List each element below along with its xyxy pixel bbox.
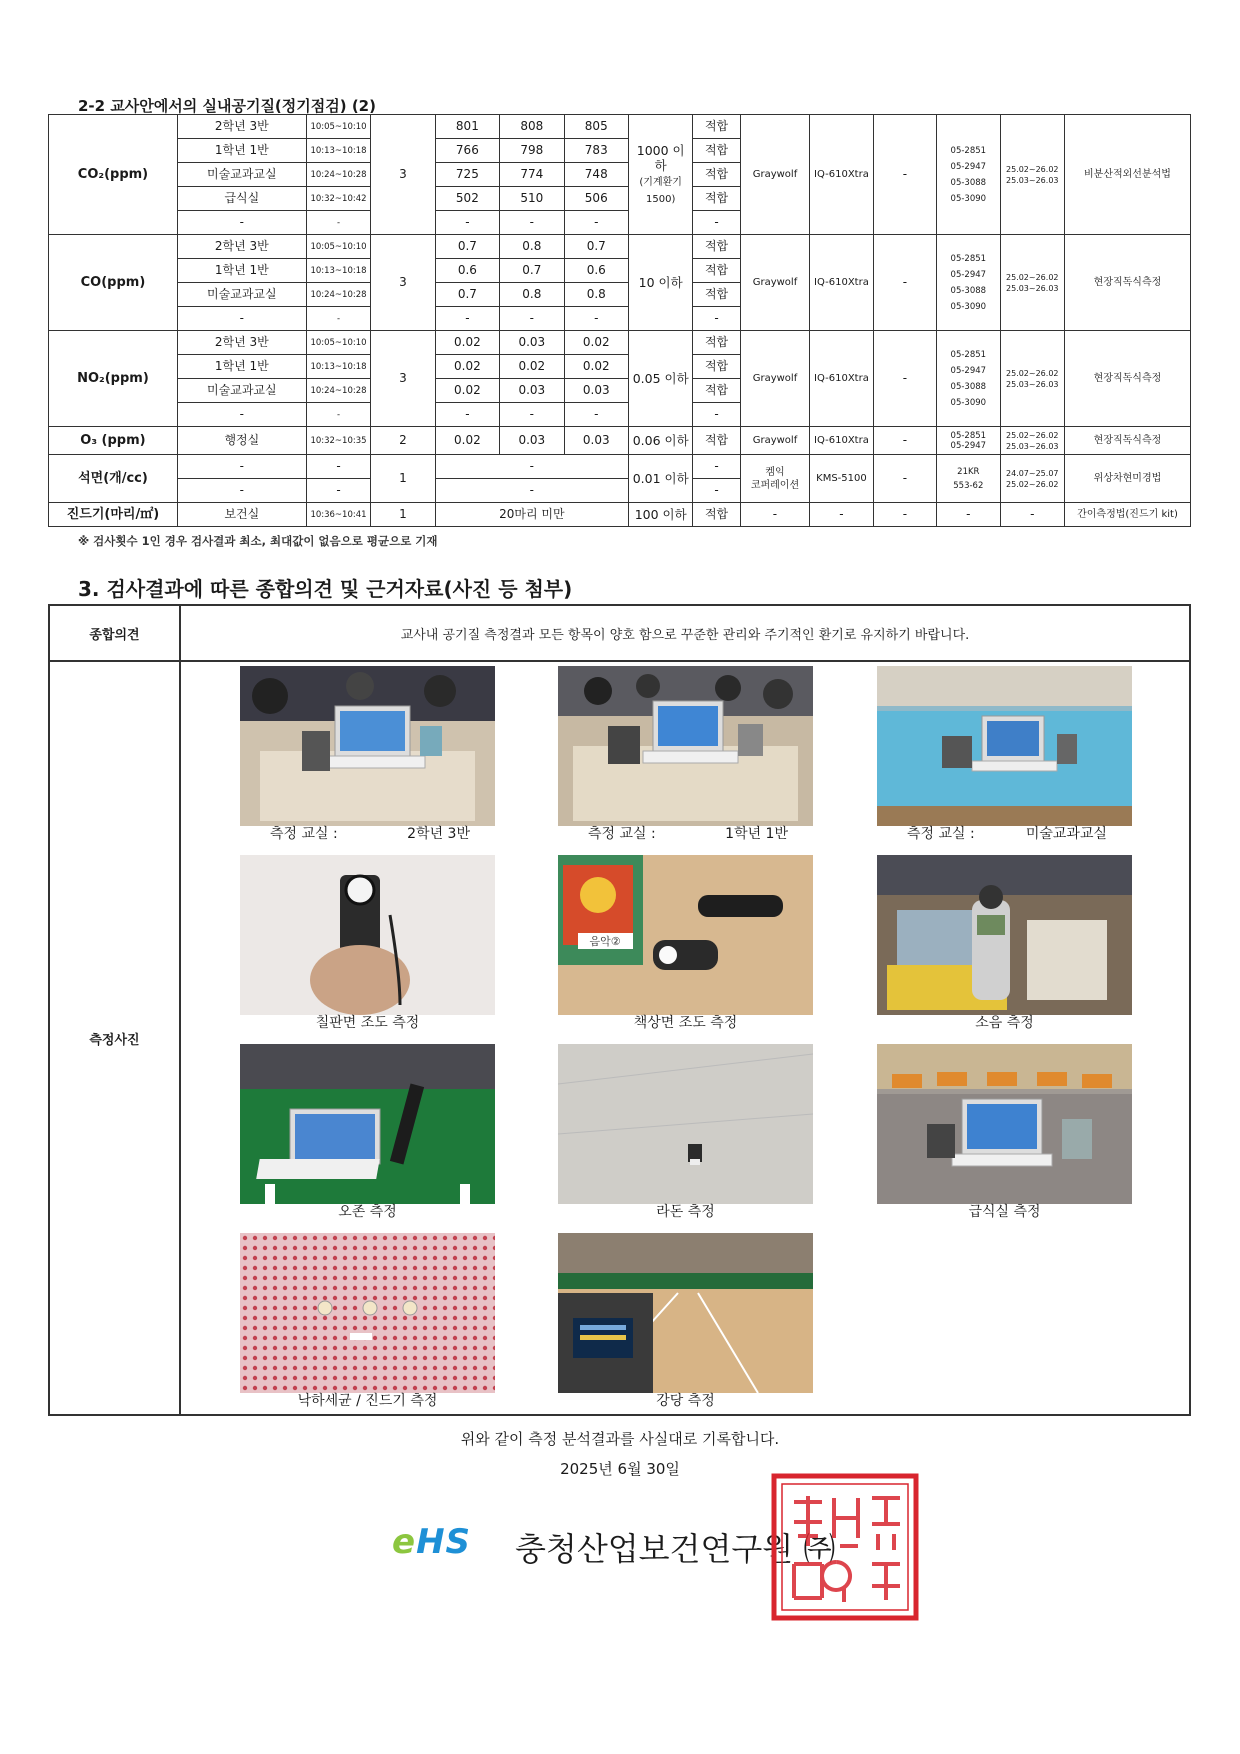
time-cell: 10:24~10:28 — [306, 163, 370, 187]
item-mites: 진드기(마리/㎡) — [49, 503, 178, 527]
place-cell: 보건실 — [177, 503, 306, 527]
cert-cell: 05-2851 05-2947 — [937, 427, 1000, 455]
value-cell: 0.02 — [435, 379, 499, 403]
value-cell: 0.02 — [435, 331, 499, 355]
company-name: 충청산업보건연구원 ㈜ — [515, 1530, 836, 1568]
result-cell: - — [693, 211, 740, 235]
value-cell: 0.7 — [564, 235, 628, 259]
cert-cell: - — [937, 503, 1000, 527]
value-cell: - — [500, 307, 564, 331]
item-co2: CO₂(ppm) — [49, 115, 178, 235]
value-cell: - — [500, 403, 564, 427]
value-cell: 0.6 — [564, 259, 628, 283]
value-cell: 0.02 — [435, 355, 499, 379]
caption-10: 낙하세균 / 진드기 측정 — [297, 1393, 438, 1409]
value-cell: - — [435, 211, 499, 235]
photo-cafeteria — [877, 1044, 1132, 1204]
device-cell: Graywolf — [740, 331, 809, 427]
photo-noise — [877, 855, 1132, 1015]
time-cell: - — [306, 455, 370, 479]
dash-cell: - — [873, 115, 936, 235]
footer-statement: 위와 같이 측정 분석결과를 사실대로 기록합니다. — [460, 1430, 780, 1448]
limit-asbestos: 0.01 이하 — [628, 455, 692, 503]
count-cell: 3 — [371, 115, 435, 235]
dash-cell: - — [873, 235, 936, 331]
period-cell: 25.02~26.02 25.03~26.03 — [1000, 331, 1064, 427]
opinion-label: 종합의견 — [49, 605, 180, 661]
period-cell: 25.02~26.02 25.03~26.03 — [1000, 235, 1064, 331]
caption-9: 급식실 측정 — [968, 1204, 1041, 1220]
result-cell: 적합 — [693, 259, 740, 283]
time-cell: 10:13~10:18 — [306, 139, 370, 163]
value-cell: - — [564, 403, 628, 427]
value-cell: 783 — [564, 139, 628, 163]
table-row — [49, 427, 1191, 455]
period-cell: 25.02~26.02 25.03~26.03 — [1000, 115, 1064, 235]
value-cell: 798 — [500, 139, 564, 163]
cert-cell: 05-2851 05-2947 05-3088 05-3090 — [937, 235, 1000, 331]
value-cell: 0.02 — [564, 355, 628, 379]
place-cell: 미술교과교실 — [177, 163, 306, 187]
value-cell: 0.03 — [500, 427, 564, 455]
table-row — [49, 455, 1191, 479]
value-cell: 0.6 — [435, 259, 499, 283]
item-co: CO(ppm) — [49, 235, 178, 331]
model-cell: IQ-610Xtra — [810, 427, 873, 455]
limit-co2: 1000 이 하 (기계환기 1500) — [628, 115, 692, 235]
value-cell: 0.7 — [500, 259, 564, 283]
company-seal — [770, 1472, 920, 1622]
place-cell: 1학년 1반 — [177, 355, 306, 379]
value-cell: - — [435, 403, 499, 427]
result-cell: 적합 — [693, 163, 740, 187]
caption-5: 책상면 조도 측정 — [633, 1015, 738, 1031]
count-cell: 1 — [371, 455, 435, 503]
value-cell: 0.03 — [564, 379, 628, 403]
value-cell: 0.8 — [564, 283, 628, 307]
limit-co: 10 이하 — [628, 235, 692, 331]
period-cell: 24.07~25.07 25.02~26.02 — [1000, 455, 1064, 503]
value-cell: 0.03 — [500, 379, 564, 403]
ehs-logo: eHS — [392, 1522, 472, 1562]
caption-11: 강당 측정 — [656, 1393, 715, 1409]
time-cell: - — [306, 479, 370, 503]
item-o3: O₃ (ppm) — [49, 427, 178, 455]
result-cell: 적합 — [693, 379, 740, 403]
dash-cell: - — [873, 455, 936, 503]
device-cell: Graywolf — [740, 115, 809, 235]
place-cell: - — [177, 403, 306, 427]
result-cell: - — [693, 479, 740, 503]
model-cell: IQ-610Xtra — [810, 331, 873, 427]
place-cell: - — [177, 307, 306, 331]
time-cell: 10:32~10:42 — [306, 187, 370, 211]
value-cell: 725 — [435, 163, 499, 187]
place-cell: 2학년 3반 — [177, 331, 306, 355]
time-cell: 10:13~10:18 — [306, 259, 370, 283]
item-no2: NO₂(ppm) — [49, 331, 178, 427]
period-cell: 25.02~26.02 25.03~26.03 — [1000, 427, 1064, 455]
value-cell: 0.02 — [500, 355, 564, 379]
caption-6: 소음 측정 — [975, 1015, 1034, 1031]
value-cell: 805 — [564, 115, 628, 139]
time-cell: - — [306, 307, 370, 331]
cert-cell: 05-2851 05-2947 05-3088 05-3090 — [937, 115, 1000, 235]
time-cell: 10:24~10:28 — [306, 283, 370, 307]
caption-8: 라돈 측정 — [656, 1204, 715, 1220]
value-cell: - — [435, 455, 628, 479]
value-cell: - — [435, 479, 628, 503]
value-cell: 502 — [435, 187, 499, 211]
time-cell: 10:13~10:18 — [306, 355, 370, 379]
result-cell: 적합 — [693, 115, 740, 139]
method-cell: 현장직독식측정 — [1064, 331, 1190, 427]
model-cell: - — [810, 503, 873, 527]
model-cell: IQ-610Xtra — [810, 235, 873, 331]
cert-cell: 21KR 553-62 — [937, 455, 1000, 503]
method-cell: 위상차현미경법 — [1064, 455, 1190, 503]
count-cell: 3 — [371, 331, 435, 427]
photo-radon — [558, 1044, 813, 1204]
place-cell: 1학년 1반 — [177, 259, 306, 283]
limit-no2: 0.05 이하 — [628, 331, 692, 427]
limit-o3: 0.06 이하 — [628, 427, 692, 455]
model-cell: KMS-5100 — [810, 455, 873, 503]
place-cell: - — [177, 455, 306, 479]
value-cell: 0.8 — [500, 235, 564, 259]
item-asbestos: 석면(개/cc) — [49, 455, 178, 503]
device-cell: 켐익 코퍼레이션 — [740, 455, 809, 503]
place-cell: 미술교과교실 — [177, 283, 306, 307]
place-cell: 2학년 3반 — [177, 115, 306, 139]
method-cell: 비분산적외선분석법 — [1064, 115, 1190, 235]
caption-7: 오존 측정 — [338, 1204, 397, 1220]
time-cell: 10:32~10:35 — [306, 427, 370, 455]
device-cell: Graywolf — [740, 235, 809, 331]
value-cell: 0.7 — [435, 283, 499, 307]
value-cell: 0.03 — [500, 331, 564, 355]
value-cell: 808 — [500, 115, 564, 139]
model-cell: IQ-610Xtra — [810, 115, 873, 235]
value-cell: - — [564, 307, 628, 331]
time-cell: 10:36~10:41 — [306, 503, 370, 527]
value-cell: 0.8 — [500, 283, 564, 307]
time-cell: 10:05~10:10 — [306, 115, 370, 139]
place-cell: 급식실 — [177, 187, 306, 211]
result-cell: - — [693, 403, 740, 427]
place-cell: 2학년 3반 — [177, 235, 306, 259]
time-cell: - — [306, 211, 370, 235]
count-cell: 3 — [371, 235, 435, 331]
result-cell: 적합 — [693, 355, 740, 379]
value-cell: 20마리 미만 — [435, 503, 628, 527]
table-row — [49, 115, 1191, 139]
section-title-indoor-air: 2-2 교사안에서의 실내공기질(정기점검) (2) — [78, 97, 376, 115]
place-cell: - — [177, 479, 306, 503]
time-cell: 10:24~10:28 — [306, 379, 370, 403]
result-cell: 적합 — [693, 139, 740, 163]
dash-cell: - — [873, 503, 936, 527]
method-cell: 현장직독식측정 — [1064, 235, 1190, 331]
device-cell: Graywolf — [740, 427, 809, 455]
value-cell: - — [435, 307, 499, 331]
time-cell: 10:05~10:10 — [306, 235, 370, 259]
table-row — [49, 235, 1191, 259]
result-cell: - — [693, 307, 740, 331]
value-cell: 0.7 — [435, 235, 499, 259]
table-note: ※ 검사횟수 1인 경우 검사결과 최소, 최대값이 없음으로 평균으로 기재 — [78, 534, 438, 548]
book-label: 음악② — [589, 935, 621, 948]
caption-4: 칠판면 조도 측정 — [315, 1015, 420, 1031]
result-cell: 적합 — [693, 283, 740, 307]
photo-bacteria-mites — [240, 1233, 495, 1393]
opinion-text: 교사내 공기질 측정결과 모든 항목이 양호 함으로 꾸준한 관리와 주기적인 환기로 유지하기 바랍니다. — [180, 605, 1190, 661]
air-quality-table — [48, 114, 1191, 527]
value-cell: 0.02 — [435, 427, 499, 455]
table-row — [49, 331, 1191, 355]
dash-cell: - — [873, 427, 936, 455]
place-cell: 미술교과교실 — [177, 379, 306, 403]
photo-classroom-2-3 — [240, 666, 495, 826]
table-row — [49, 503, 1191, 527]
value-cell: 506 — [564, 187, 628, 211]
value-cell: 510 — [500, 187, 564, 211]
photo-label: 측정사진 — [49, 661, 180, 1415]
count-cell: 2 — [371, 427, 435, 455]
limit-mites: 100 이하 — [628, 503, 692, 527]
photo-blackboard-lux — [240, 855, 495, 1015]
photo-auditorium — [558, 1233, 813, 1393]
time-cell: - — [306, 403, 370, 427]
value-cell: - — [500, 211, 564, 235]
photo-ozone — [240, 1044, 495, 1204]
result-cell: 적합 — [693, 235, 740, 259]
time-cell: 10:05~10:10 — [306, 331, 370, 355]
result-cell: 적합 — [693, 331, 740, 355]
value-cell: 774 — [500, 163, 564, 187]
cert-cell: 05-2851 05-2947 05-3088 05-3090 — [937, 331, 1000, 427]
photo-classroom-1-1 — [558, 666, 813, 826]
photo-art-classroom — [877, 666, 1132, 826]
value-cell: 766 — [435, 139, 499, 163]
place-cell: 1학년 1반 — [177, 139, 306, 163]
result-cell: 적합 — [693, 427, 740, 455]
value-cell: 801 — [435, 115, 499, 139]
place-cell: 행정실 — [177, 427, 306, 455]
photo-desk-lux — [558, 855, 813, 1015]
result-cell: 적합 — [693, 503, 740, 527]
period-cell: - — [1000, 503, 1064, 527]
value-cell: - — [564, 211, 628, 235]
value-cell: 748 — [564, 163, 628, 187]
place-cell: - — [177, 211, 306, 235]
result-cell: - — [693, 455, 740, 479]
value-cell: 0.02 — [564, 331, 628, 355]
result-cell: 적합 — [693, 187, 740, 211]
count-cell: 1 — [371, 503, 435, 527]
footer-date: 2025년 6월 30일 — [560, 1460, 680, 1478]
value-cell: 0.03 — [564, 427, 628, 455]
method-cell: 현장직독식측정 — [1064, 427, 1190, 455]
dash-cell: - — [873, 331, 936, 427]
section-title-opinion: 3. 검사결과에 따른 종합의견 및 근거자료(사진 등 첨부) — [78, 577, 573, 601]
method-cell: 간이측정법(진드기 kit) — [1064, 503, 1190, 527]
device-cell: - — [740, 503, 809, 527]
